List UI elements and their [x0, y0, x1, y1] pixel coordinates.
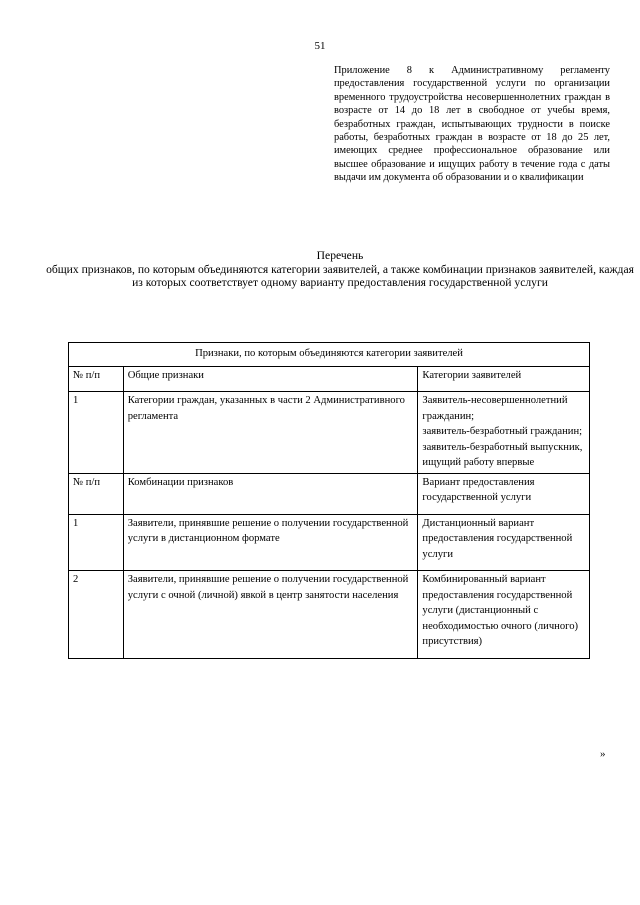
section2-col-variant: Вариант предоставления государственной услуги — [418, 473, 590, 514]
row-sign: Категории граждан, указанных в части 2 Административного регламента — [123, 392, 418, 474]
table-row — [69, 571, 590, 659]
category-item: заявитель-безработный выпускник, ищущий работу впервые — [422, 441, 583, 468]
section1-col-categories: Категории заявителей — [418, 366, 590, 392]
table-row — [69, 514, 590, 571]
row-sign: Заявители, принявшие решение о получении государственной услуги с очной (личной) явкой в центр занятости населения — [123, 571, 418, 659]
row-categories — [418, 392, 590, 474]
row-number: 1 — [69, 392, 124, 474]
category-item: заявитель-безработный гражданин; — [422, 426, 583, 437]
title-line-2: общих признаков, по которым объединяются категории заявителей, а также комбинации признаков заявителей, каждая из которых соответствует одному варианту предоставления государственной услуги — [46, 262, 634, 289]
row-variant: Комбинированный вариант предоставления государственной услуги (дистанционный с необходимостью очного (личного) присутствия) — [418, 571, 590, 659]
signs-table — [68, 342, 590, 659]
section2-col-num: № п/п — [69, 473, 124, 514]
table-header: Признаки, по которым объединяются категории заявителей — [69, 343, 590, 367]
category-item: Заявитель-несовершеннолетний гражданин; — [422, 395, 568, 422]
table-header-row — [69, 343, 590, 367]
title-line-1: Перечень — [316, 249, 364, 262]
row-number: 1 — [69, 514, 124, 571]
row-number: 2 — [69, 571, 124, 659]
section1-col-signs: Общие признаки — [123, 366, 418, 392]
section2-header-row — [69, 473, 590, 514]
page-number: 51 — [314, 40, 326, 52]
closing-quote: » — [600, 748, 606, 760]
row-sign: Заявители, принявшие решение о получении государственной услуги в дистанционном формате — [123, 514, 418, 571]
document-title — [40, 249, 640, 290]
row-variant: Дистанционный вариант предоставления государственной услуги — [418, 514, 590, 571]
section2-col-combinations: Комбинации признаков — [123, 473, 418, 514]
section1-header-row — [69, 366, 590, 392]
section1-col-num: № п/п — [69, 366, 124, 392]
appendix-header: Приложение 8 к Административному регламенту предоставления государственной услуги по организации временного трудоустройства несовершеннолетних граждан в возрасте от 14 до 18 лет в свободное от учебы время, безработных граждан, испытывающих трудности в поиске работы, безработных граждан в возрасте от 18 до 25 лет, имеющих среднее профессиональное образование или высшее образование и ищущих работу в течение года с даты выдачи им документа об образовании и о квалификации — [334, 65, 610, 184]
table-row — [69, 392, 590, 474]
